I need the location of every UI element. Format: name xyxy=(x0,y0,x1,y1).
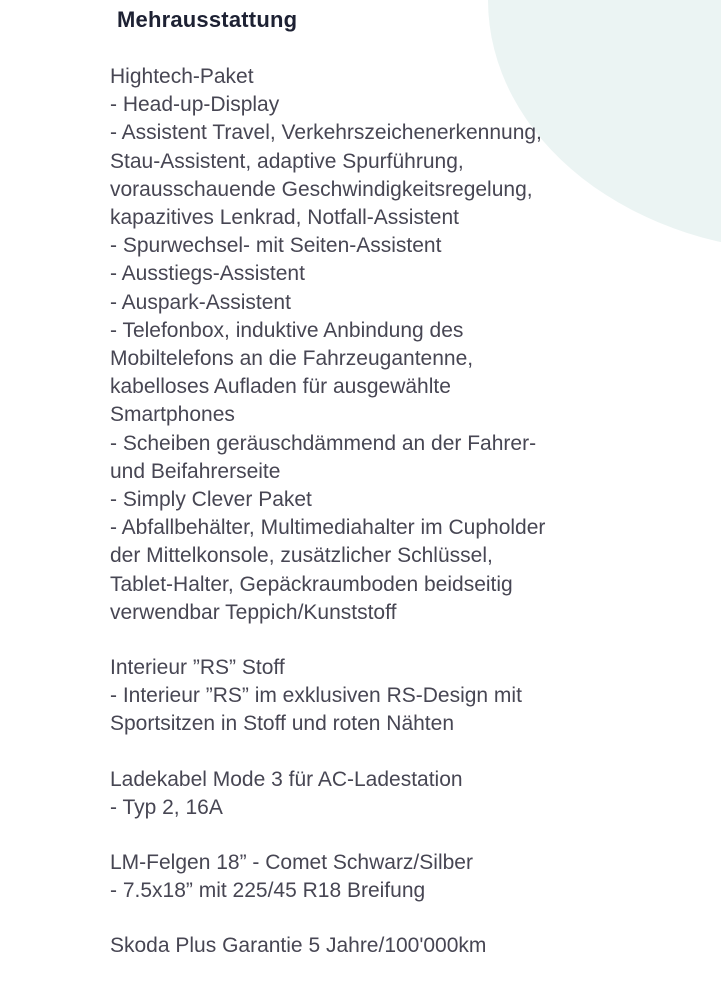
text-line: - Telefonbox, induktive Anbindung des xyxy=(110,318,464,342)
equipment-section-lm-felgen xyxy=(110,849,545,905)
text-line: Mobiltelefons an die Fahrzeugantenne, xyxy=(110,347,474,371)
equipment-section-hightech-paket xyxy=(110,63,545,627)
text-line: Sportsitzen in Stoff und roten Nähten xyxy=(110,712,454,736)
text-line: - Interieur ”RS” im exklusiven RS-Design mit xyxy=(110,684,522,708)
text-line: Hightech-Paket xyxy=(110,65,254,88)
text-line: Smartphones xyxy=(110,403,235,427)
text-line: Stau-Assistent, adaptive Spurführung, xyxy=(110,149,464,173)
text-line: - Spurwechsel- mit Seiten-Assistent xyxy=(110,234,442,258)
equipment-section-interieur-rs xyxy=(110,654,545,739)
text-line: kapazitives Lenkrad, Notfall-Assistent xyxy=(110,206,459,230)
text-line: - Head-up-Display xyxy=(110,93,280,117)
text-line: - Simply Clever Paket xyxy=(110,488,312,512)
text-line: - Ausstiegs-Assistent xyxy=(110,262,305,286)
page-title: Mehrausstattung xyxy=(117,7,298,32)
text-line: - Auspark-Assistent xyxy=(110,290,291,314)
text-line: kabelloses Aufladen für ausgewählte xyxy=(110,375,451,399)
text-line: Ladekabel Mode 3 für AC-Ladestation xyxy=(110,767,463,791)
text-line: und Beifahrerseite xyxy=(110,459,281,483)
text-line: LM-Felgen 18” - Comet Schwarz/Silber xyxy=(110,851,473,875)
text-line: - Scheiben geräuschdämmend an der Fahrer- xyxy=(110,431,537,455)
equipment-section-ladekabel xyxy=(110,766,545,822)
text-line: - 7.5x18” mit 225/45 R18 Breifung xyxy=(110,879,426,903)
text-line: vorausschauende Geschwindigkeitsregelung, xyxy=(110,177,533,201)
text-line: Tablet-Halter, Gepäckraumboden beidseitig xyxy=(110,572,513,596)
text-line: Interieur ”RS” Stoff xyxy=(110,656,285,680)
text-line: der Mittelkonsole, zusätzlicher Schlüssel, xyxy=(110,544,493,568)
equipment-list xyxy=(110,63,545,961)
text-line: - Assistent Travel, Verkehrszeichenerkennung, xyxy=(110,121,542,145)
text-line: - Typ 2, 16A xyxy=(110,795,223,819)
text-line: Skoda Plus Garantie 5 Jahre/100'000km xyxy=(110,934,487,958)
text-line: - Abfallbehälter, Multimediahalter im Cupholder xyxy=(110,516,546,540)
equipment-section-garantie xyxy=(110,932,545,960)
text-line: verwendbar Teppich/Kunststoff xyxy=(110,600,397,624)
